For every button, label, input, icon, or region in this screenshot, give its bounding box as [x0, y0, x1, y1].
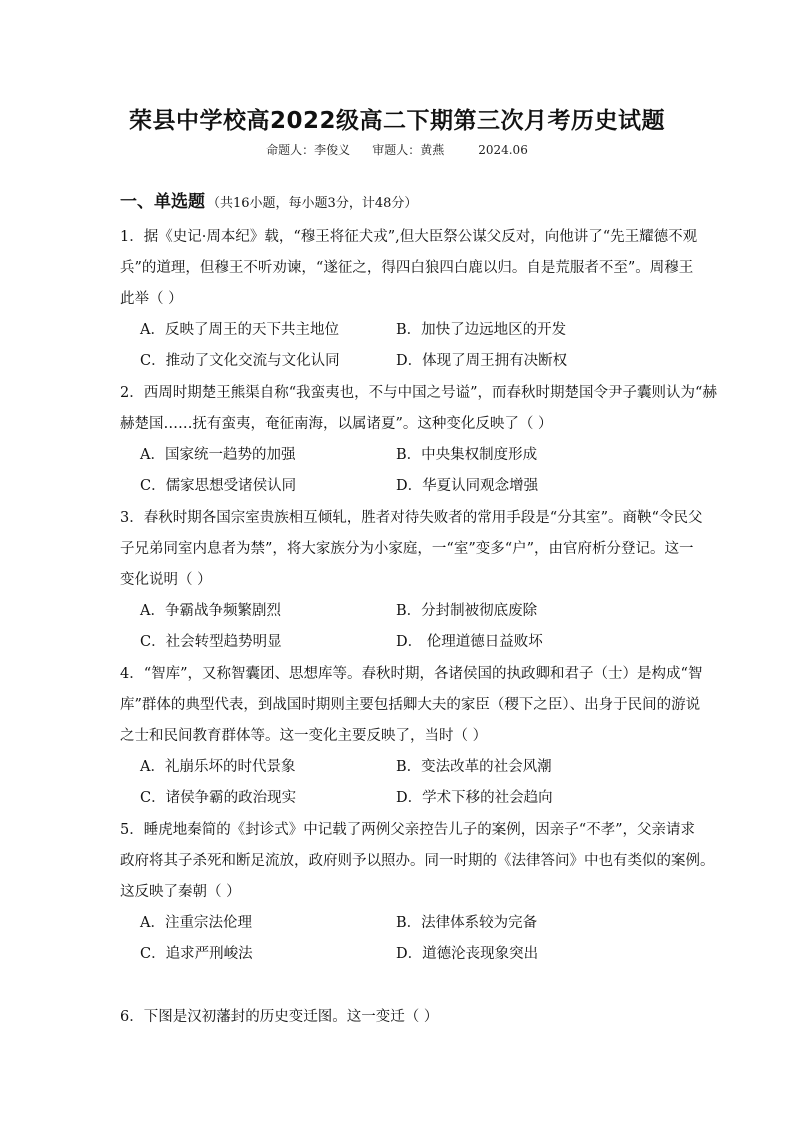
- question-5-line-3: 这反映了秦朝（ ）: [120, 884, 241, 900]
- question-1-option-a[interactable]: A．反映了周王的天下共主地位: [140, 322, 339, 338]
- question-3-option-b[interactable]: B．分封制被彻底废除: [396, 603, 538, 619]
- section-note: （共16小题，每小题3分，计48分）: [207, 196, 418, 211]
- question-4-option-c[interactable]: C．诸侯争霸的政治现实: [140, 790, 297, 806]
- question-3-option-a[interactable]: A．争霸战争频繁剧烈: [140, 603, 281, 619]
- question-4-line-1: 4．“智库”，又称智囊团、思想库等。春秋时期，各诸侯国的执政卿和君子（士）是构成“智: [120, 666, 703, 682]
- section-title: 一、单选题: [120, 192, 205, 212]
- question-3-option-c[interactable]: C．社会转型趋势明显: [140, 634, 282, 650]
- question-1-line-3: 此举（ ）: [120, 291, 183, 307]
- exam-meta: [0, 141, 794, 158]
- question-5-option-a[interactable]: A．注重宗法伦理: [140, 915, 252, 931]
- question-2-option-a[interactable]: A．国家统一趋势的加强: [140, 447, 296, 463]
- question-2-line-1: 2．西周时期楚王熊渠自称“我蛮夷也，不与中国之号谥”，而春秋时期楚国令尹子囊则认为“赫: [120, 385, 717, 401]
- question-5-option-b[interactable]: B．法律体系较为完备: [396, 915, 538, 931]
- question-4-line-2: 库”群体的典型代表，到战国时期则主要包括卿大夫的家臣（稷下之臣）、出身于民间的游说: [120, 697, 701, 713]
- question-6-line-1: 6．下图是汉初藩封的历史变迁图。这一变迁（ ）: [120, 1009, 439, 1025]
- question-2-option-d[interactable]: D．华夏认同观念增强: [396, 478, 539, 494]
- question-1-option-b[interactable]: B．加快了边远地区的开发: [396, 322, 567, 338]
- question-4-option-a[interactable]: A．礼崩乐坏的时代景象: [140, 759, 296, 775]
- question-5-option-c[interactable]: C．追求严刑峻法: [140, 946, 253, 962]
- question-3-line-1: 3．春秋时期各国宗室贵族相互倾轧，胜者对待失败者的常用手段是“分其室”。商鞅“令民父: [120, 510, 703, 526]
- question-4-option-d[interactable]: D．学术下移的社会趋向: [396, 790, 553, 806]
- question-5-line-2: 政府将其子杀死和断足流放，政府则予以照办。同一时期的《法律答问》中也有类似的案例。: [120, 853, 715, 869]
- question-2-option-b[interactable]: B．中央集权制度形成: [396, 447, 538, 463]
- page-title: 荣县中学校高2022级高二下期第三次月考历史试题: [128, 108, 665, 134]
- question-1-line-2: 兵”的道理，但穆王不听劝谏，“遂征之，得四白狼四白鹿以归。自是荒服者不至”。周穆王: [120, 260, 694, 276]
- reviewer-label: 审题人：黄燕: [372, 143, 445, 157]
- question-1-line-1: 1．据《史记·周本纪》载，“穆王将征犬戎”,但大臣祭公谋父反对，向他讲了“先王耀德不观: [120, 229, 698, 245]
- question-3-option-d[interactable]: D． 伦理道德日益败坏: [396, 634, 543, 650]
- question-1-option-d[interactable]: D．体现了周王拥有决断权: [396, 353, 568, 369]
- author-label: 命题人：李俊义: [266, 143, 351, 157]
- question-4-line-3: 之士和民间教育群体等。这一变化主要反映了，当时（ ）: [120, 728, 488, 744]
- question-2-line-2: 赫楚国……抚有蛮夷，奄征南海，以属诸夏”。这种变化反映了（ ）: [120, 416, 553, 432]
- question-1-option-c[interactable]: C．推动了文化交流与文化认同: [140, 353, 340, 369]
- question-3-line-3: 变化说明（ ）: [120, 572, 212, 588]
- question-4-option-b[interactable]: B．变法改革的社会风潮: [396, 759, 552, 775]
- question-3-line-2: 子兄弟同室内息者为禁”，将大家族分为小家庭，一“室”变多“户”，由官府析分登记。这一: [120, 541, 694, 557]
- question-2-option-c[interactable]: C．儒家思想受诸侯认同: [140, 478, 297, 494]
- section-heading: [120, 187, 417, 212]
- question-5-line-1: 5．睡虎地秦简的《封诊式》中记载了两例父亲控告儿子的案例，因亲子“不孝”，父亲请求: [120, 822, 696, 838]
- exam-date: 2024.06: [478, 143, 528, 157]
- question-5-option-d[interactable]: D．道德沦丧现象突出: [396, 946, 539, 962]
